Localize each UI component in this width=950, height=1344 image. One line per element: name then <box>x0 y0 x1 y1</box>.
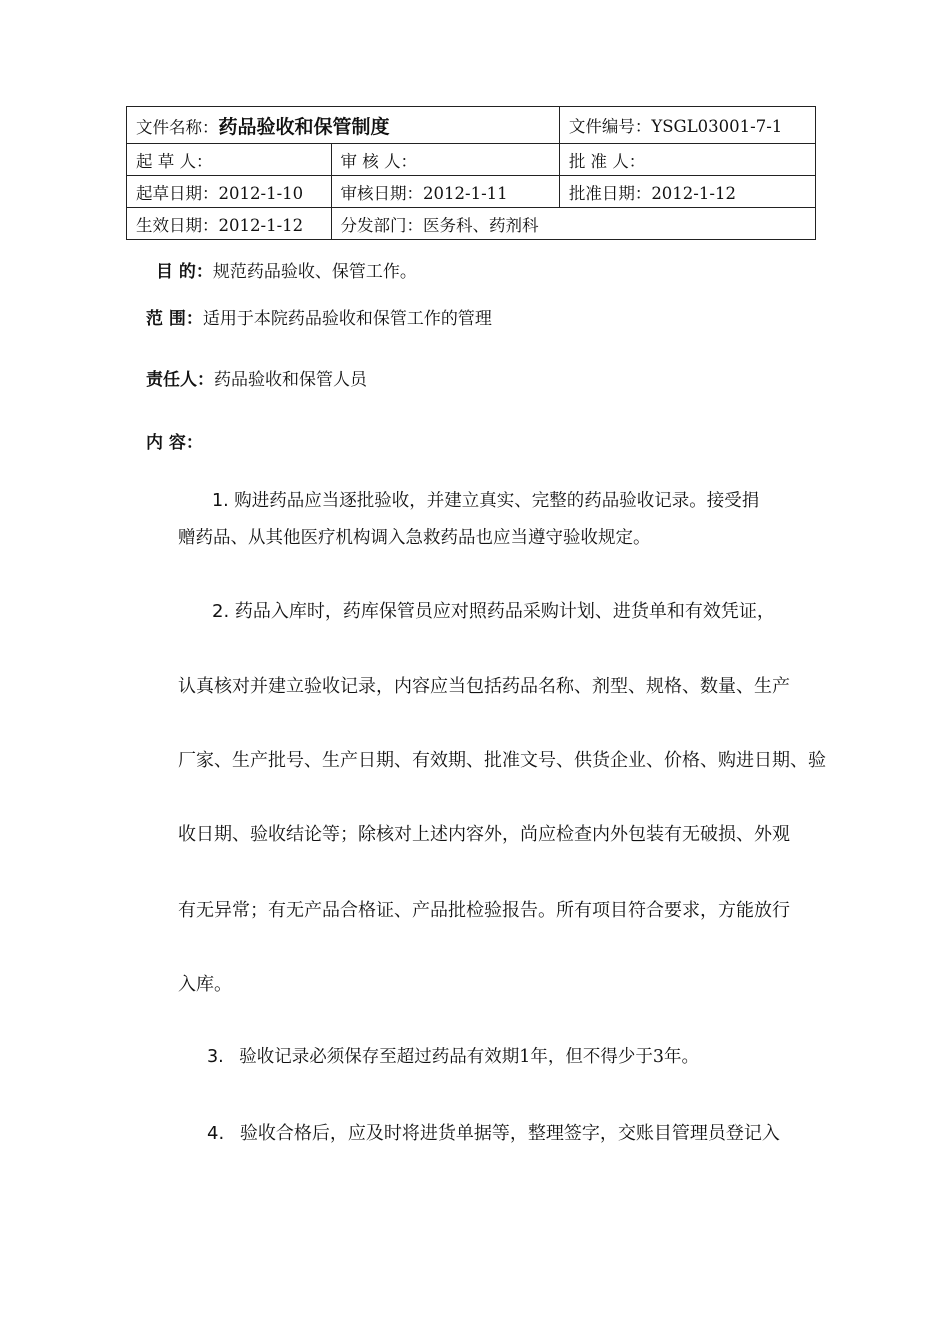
purpose-line <box>156 257 417 282</box>
purpose-text: 规范药品验收、保管工作。 <box>212 262 417 282</box>
reviewer-cell: 审 核 人： <box>331 144 559 176</box>
item-3-line-1 <box>207 1043 839 1068</box>
distribution-cell: 分发部门：医务科、药剂科 <box>331 208 815 240</box>
item-1-line-1 <box>212 487 844 512</box>
item-2-line-6: 入库。 <box>178 974 232 995</box>
item-4-line-1 <box>207 1119 839 1145</box>
approver-cell: 批 准 人： <box>559 144 815 176</box>
content-label: 内 容： <box>146 433 203 453</box>
item-3-number: 3. <box>207 1047 224 1067</box>
drafter-cell: 起 草 人： <box>127 144 332 176</box>
item-2-line-5: 有无异常；有无产品合格证、产品批检验报告。所有项目符合要求，方能放行 <box>178 900 790 921</box>
approve-date-cell: 批准日期：2012-1-12 <box>559 176 815 208</box>
file-name-label: 文件名称： <box>136 117 219 137</box>
item-4-number: 4. <box>207 1123 225 1144</box>
scope-text: 适用于本院药品验收和保管工作的管理 <box>202 309 492 329</box>
responsible-line <box>146 365 367 390</box>
draft-date-cell: 起草日期：2012-1-10 <box>127 176 332 208</box>
file-name-cell <box>127 107 560 144</box>
item-1-text-1: 购进药品应当逐批验收，并建立真实、完整的药品验收记录。接受捐 <box>234 491 760 511</box>
responsible-label: 责任人： <box>146 370 214 390</box>
item-1-line-2: 赠药品、从其他医疗机构调入急救药品也应当遵守验收规定。 <box>178 528 651 548</box>
item-2-line-4: 收日期、验收结论等；除核对上述内容外，尚应检查内外包装有无破损、外观 <box>178 824 790 845</box>
item-1-number: 1. <box>212 491 229 511</box>
item-4-text-1: 验收合格后，应及时将进货单据等，整理签字，交账目管理员登记入 <box>239 1123 780 1144</box>
file-number-cell: 文件编号：YSGL03001-7-1 <box>559 107 815 144</box>
document-header-table <box>126 106 816 240</box>
item-2-number: 2. <box>212 601 230 622</box>
document-title: 药品验收和保管制度 <box>218 115 390 138</box>
scope-label: 范 围： <box>146 309 203 329</box>
responsible-text: 药品验收和保管人员 <box>214 370 367 390</box>
item-2-text-1: 药品入库时，药库保管员应对照药品采购计划、进货单和有效凭证， <box>234 601 775 622</box>
purpose-label: 目 的： <box>156 262 213 282</box>
scope-line <box>146 304 492 329</box>
item-2-line-1 <box>212 597 844 623</box>
item-2-line-2: 认真核对并建立验收记录，内容应当包括药品名称、剂型、规格、数量、生产 <box>178 676 790 697</box>
item-3-text-1: 验收记录必须保存至超过药品有效期1年，但不得少于3年。 <box>239 1047 700 1067</box>
effective-date-cell: 生效日期：2012-1-12 <box>127 208 332 240</box>
review-date-cell: 审核日期：2012-1-11 <box>331 176 559 208</box>
item-2-line-3: 厂家、生产批号、生产日期、有效期、批准文号、供货企业、价格、购进日期、验 <box>178 750 826 771</box>
